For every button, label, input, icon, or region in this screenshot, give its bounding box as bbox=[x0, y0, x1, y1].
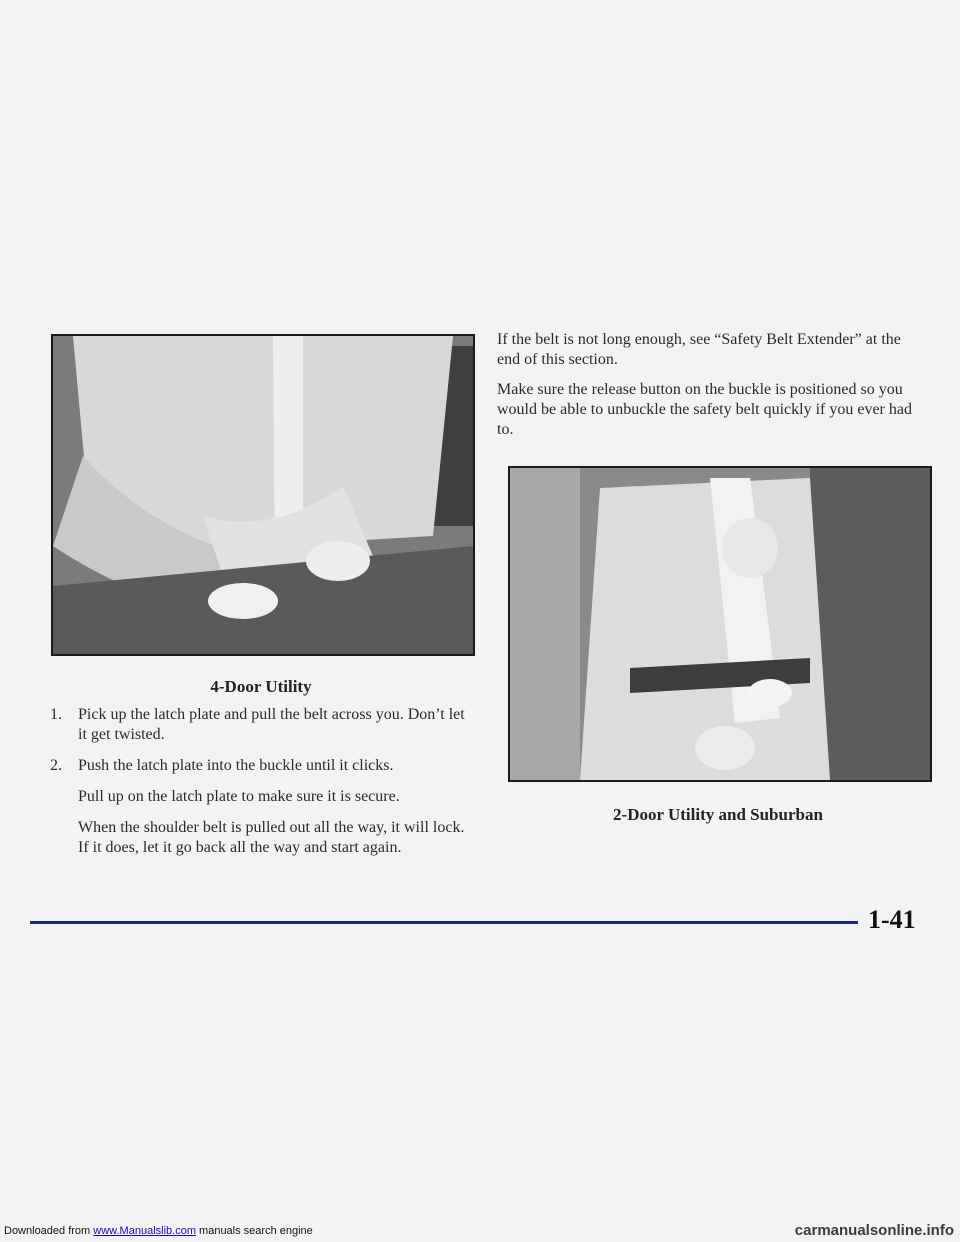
step-note: When the shoulder belt is pulled out all the way, it will lock. If it does, let it go back all the way and start again. bbox=[78, 819, 465, 856]
step-note: Pull up on the latch plate to make sure it is secure. bbox=[78, 788, 400, 805]
download-footer bbox=[4, 1225, 313, 1237]
footer-prefix: Downloaded from bbox=[4, 1225, 94, 1237]
step-text: Pick up the latch plate and pull the belt across you. Don’t let it get twisted. bbox=[78, 706, 465, 743]
footer-rule bbox=[30, 921, 858, 924]
paragraph: Make sure the release button on the buckle is positioned so you would be able to unbuckle the safety belt quickly if you ever had to. bbox=[497, 381, 912, 438]
step-item bbox=[50, 756, 470, 776]
instruction-steps bbox=[50, 705, 470, 869]
step-number: 1. bbox=[50, 706, 62, 723]
photo-4-door-utility bbox=[51, 334, 475, 656]
figure-caption-left: 4-Door Utility bbox=[210, 677, 312, 696]
manualslib-link[interactable]: www.Manualslib.com bbox=[93, 1225, 196, 1237]
page-number: 1-41 bbox=[868, 905, 916, 934]
step-number: 2. bbox=[50, 757, 62, 774]
step-text: Push the latch plate into the buckle until it clicks. bbox=[78, 757, 394, 774]
footer-suffix: manuals search engine bbox=[195, 1225, 313, 1237]
photo-2-door-utility-suburban bbox=[508, 466, 932, 782]
watermark: carmanualsonline.info bbox=[794, 1222, 954, 1239]
step-item bbox=[50, 705, 470, 745]
right-column-text bbox=[497, 330, 917, 450]
figure-caption-right: 2-Door Utility and Suburban bbox=[613, 805, 823, 824]
paragraph: If the belt is not long enough, see “Safety Belt Extender” at the end of this section. bbox=[497, 331, 901, 368]
